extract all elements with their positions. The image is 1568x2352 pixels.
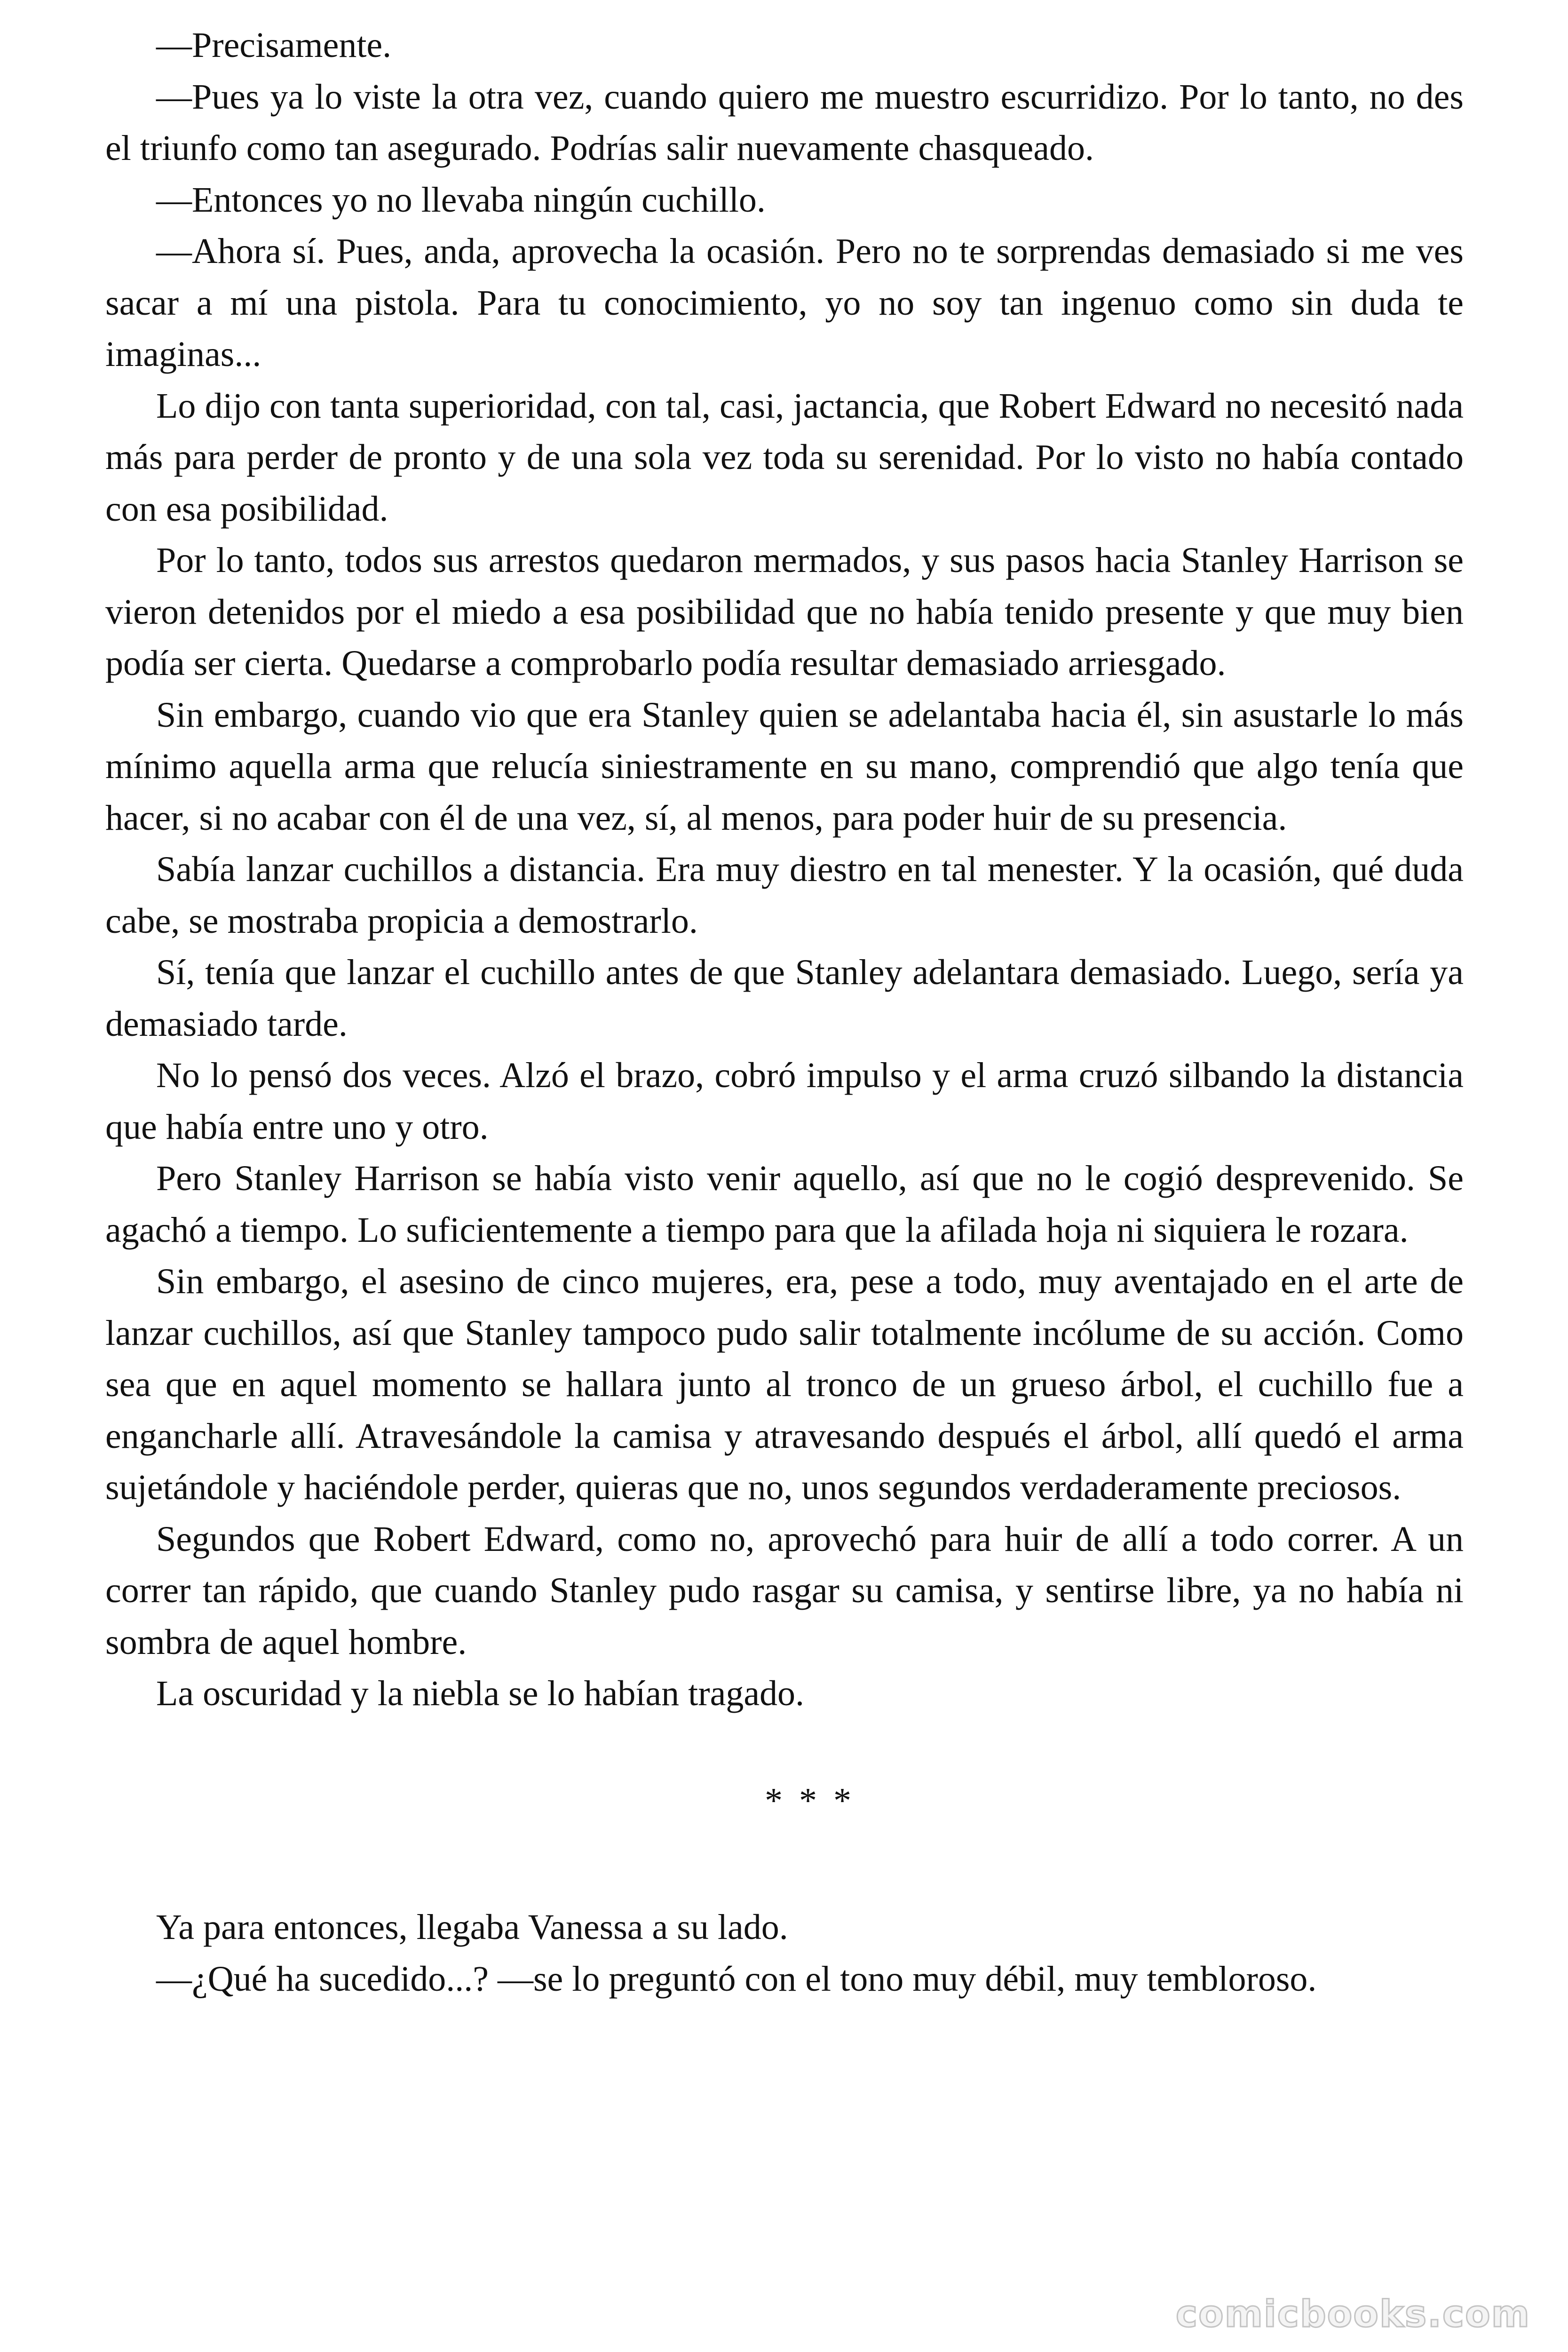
paragraph: Sin embargo, el asesino de cinco mujeres, era, pese a todo, muy aventajado en el arte de lanzar cuchillos, así que Stanley tampoco pudo salir totalmente incólume de su acción. Como sea que en aquel momento se hallara junto al tronco de un grueso árbol, el cuchillo fue a engancharle allí. Atravesándole la camisa y atravesando después el árbol, allí quedó el arma sujetándole y haciéndole perder, quieras que no, unos segundos verdaderamente preciosos. <box>105 1262 1464 1507</box>
paragraph: La oscuridad y la niebla se lo habían tragado. <box>156 1674 805 1713</box>
paragraph: —Precisamente. <box>156 25 392 65</box>
paragraph: Por lo tanto, todos sus arrestos quedaron mermados, y sus pasos hacia Stanley Harrison se vieron detenidos por el miedo a esa posibilidad que no había tenido presente y que muy bien podía ser cierta. Quedarse a comprobarlo podía resultar demasiado arriesgado. <box>105 540 1464 683</box>
paragraph: —Entonces yo no llevaba ningún cuchillo. <box>156 180 766 220</box>
paragraph: No lo pensó dos veces. Alzó el brazo, cobró impulso y el arma cruzó silbando la distancia que había entre uno y otro. <box>105 1056 1464 1147</box>
paragraph: Pero Stanley Harrison se había visto venir aquello, así que no le cogió desprevenido. Se agachó a tiempo. Lo suficientemente a tiempo para que la afilada hoja ni siquiera le rozara. <box>105 1159 1464 1250</box>
watermark: comicbooks.com <box>1175 2293 1530 2336</box>
section-break: * * * <box>765 1780 855 1820</box>
paragraph: —¿Qué ha sucedido...? —se lo preguntó con el tono muy débil, muy tembloroso. <box>156 1959 1317 1999</box>
paragraph: —Ahora sí. Pues, anda, aprovecha la ocasión. Pero no te sorprendas demasiado si me ves sacar a mí una pistola. Para tu conocimiento, yo no soy tan ingenuo como sin duda te imaginas... <box>105 231 1464 374</box>
body-text <box>105 20 1464 2005</box>
paragraph: Lo dijo con tanta superioridad, con tal, casi, jactancia, que Robert Edward no necesitó nada más para perder de pronto y de una sola vez toda su serenidad. Por lo visto no había contado con esa posibilidad. <box>105 386 1464 529</box>
paragraph: Ya para entonces, llegaba Vanessa a su lado. <box>156 1907 788 1947</box>
paragraph: Sin embargo, cuando vio que era Stanley quien se adelantaba hacia él, sin asustarle lo más mínimo aquella arma que relucía siniestramente en su mano, comprendió que algo tenía que hacer, si no acabar con él de una vez, sí, al menos, para poder huir de su presencia. <box>105 695 1464 838</box>
paragraph: Sabía lanzar cuchillos a distancia. Era muy diestro en tal menester. Y la ocasión, qué duda cabe, se mostraba propicia a demostrarlo. <box>105 850 1464 941</box>
paragraph: Sí, tenía que lanzar el cuchillo antes de que Stanley adelantara demasiado. Luego, sería ya demasiado tarde. <box>105 953 1464 1044</box>
paragraph: —Pues ya lo viste la otra vez, cuando quiero me muestro escurridizo. Por lo tanto, no des el triunfo como tan asegurado. Podrías salir nuevamente chasqueado. <box>105 77 1464 168</box>
paragraph: Segundos que Robert Edward, como no, aprovechó para huir de allí a todo correr. A un correr tan rápido, que cuando Stanley pudo rasgar su camisa, y sentirse libre, ya no había ni sombra de aquel hombre. <box>105 1519 1464 1662</box>
